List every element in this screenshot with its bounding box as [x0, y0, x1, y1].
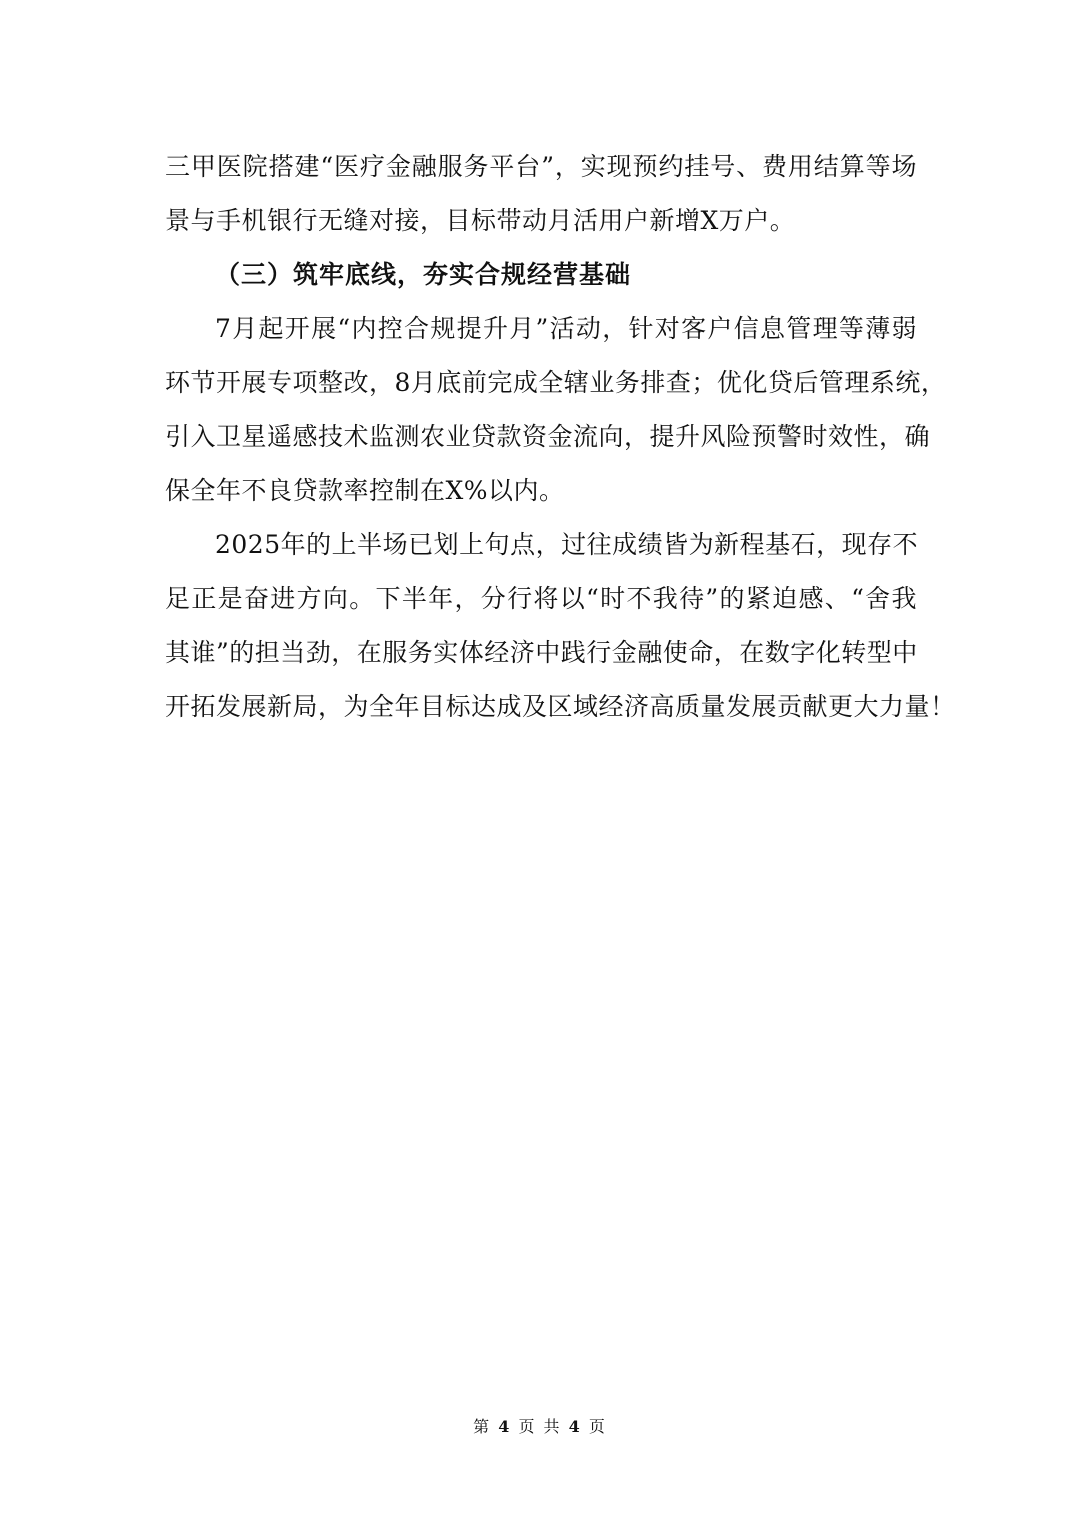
page-footer: [0, 1414, 1080, 1437]
paragraph-line: 三甲医院搭建“医疗金融服务平台”，实现预约挂号、费用结算等场: [165, 152, 917, 181]
paragraph-line: 引入卫星遥感技术监测农业贷款资金流向，提升风险预警时效性，确: [165, 422, 931, 451]
paragraph-platform: [165, 140, 917, 248]
paragraph-line: 2025年的上半场已划上句点，过往成绩皆为新程基石，现存不: [215, 530, 919, 559]
paragraph-line: 其谁”的担当劲，在服务实体经济中践行金融使命，在数字化转型中: [165, 638, 918, 667]
footer-middle: 页 共: [518, 1417, 562, 1436]
paragraph-line: 足正是奋进方向。下半年，分行将以“时不我待”的紧迫感、“舍我: [165, 584, 917, 613]
paragraph-line: 景与手机银行无缝对接，目标带动月活用户新增X万户。: [165, 206, 796, 235]
paragraph-line: 保全年不良贷款率控制在X%以内。: [165, 476, 565, 505]
paragraph-line: 环节开展专项整改，8月底前完成全辖业务排查；优化贷后管理系统，: [165, 368, 947, 397]
footer-suffix: 页: [588, 1417, 607, 1436]
total-page-number: 4: [568, 1417, 582, 1436]
footer-prefix: 第: [473, 1417, 492, 1436]
paragraph-line: 开拓发展新局，为全年目标达成及区域经济高质量发展贡献更大力量！: [165, 692, 956, 721]
current-page-number: 4: [498, 1417, 512, 1436]
document-body: [165, 140, 956, 734]
paragraph-line: 7月起开展“内控合规提升月”活动，针对客户信息管理等薄弱: [215, 314, 917, 343]
paragraph-conclusion: [165, 518, 956, 734]
paragraph-compliance: [165, 302, 947, 518]
section-heading: （三）筑牢底线，夯实合规经营基础: [215, 260, 632, 289]
